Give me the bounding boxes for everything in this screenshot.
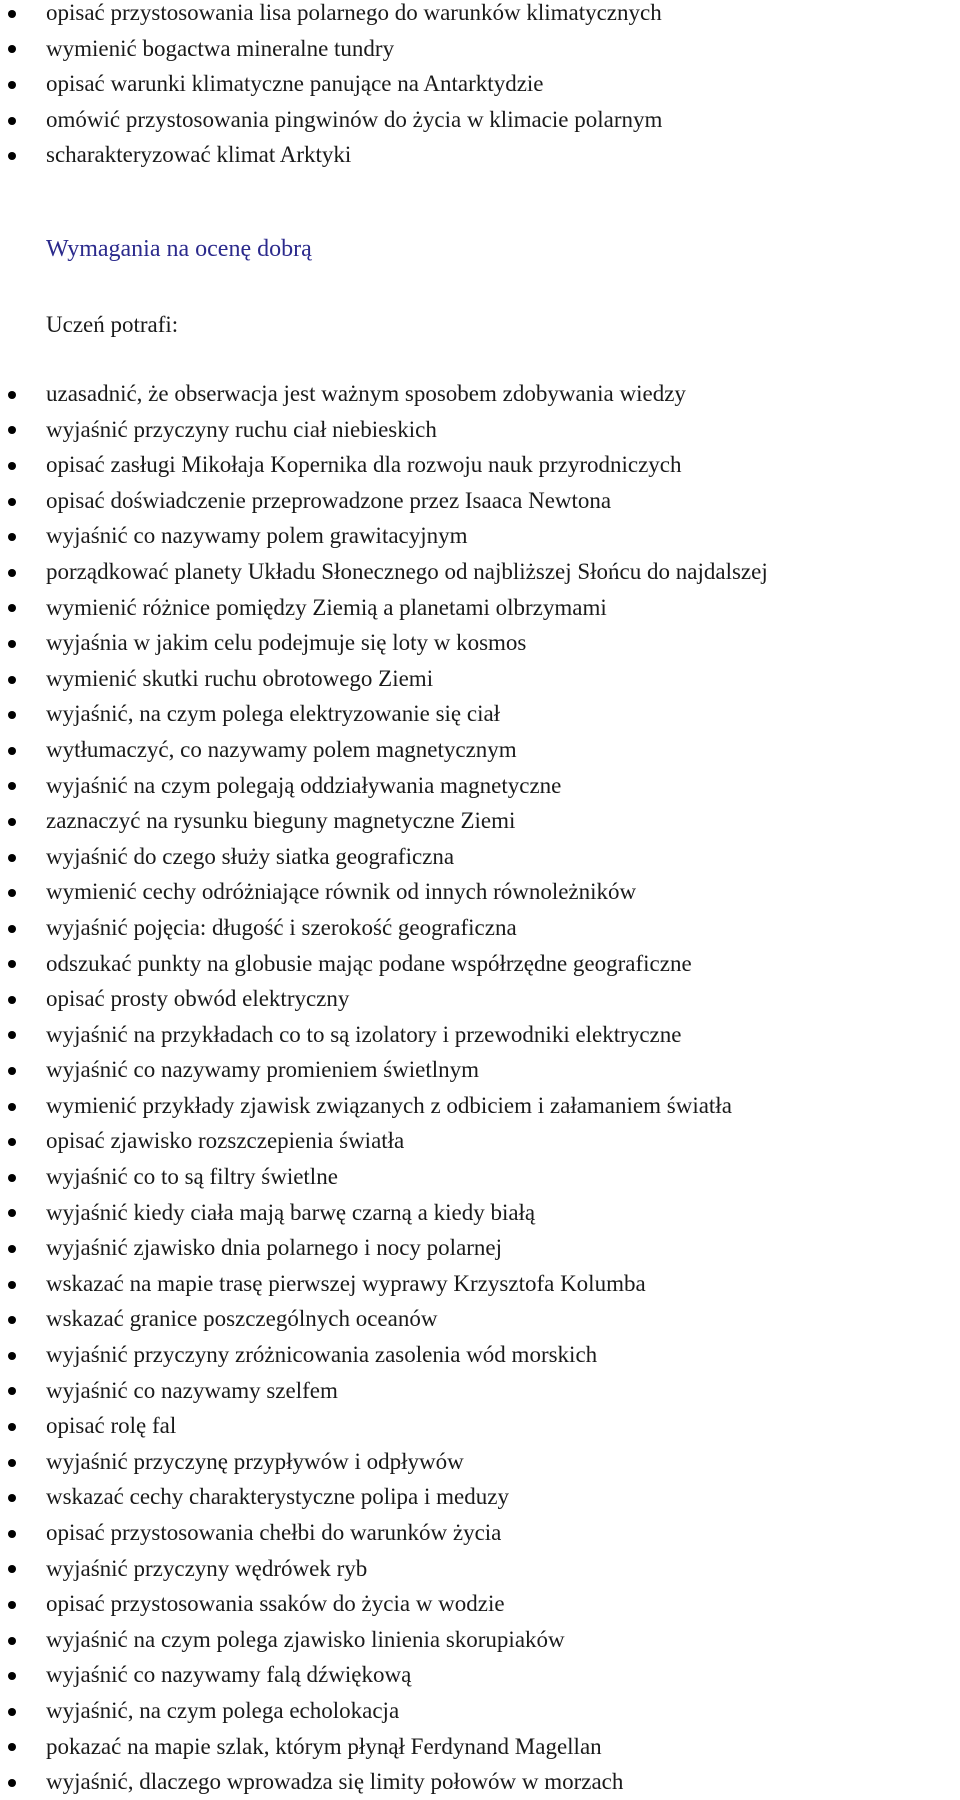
- bullet-icon: [8, 1494, 16, 1502]
- bullet-icon: [8, 1103, 16, 1111]
- list-item: [0, 1195, 768, 1231]
- list-item: [0, 554, 768, 590]
- bullet-icon: [8, 1672, 16, 1680]
- list-item: [0, 412, 768, 448]
- list-item-text: opisać przystosowania lisa polarnego do warunków klimatycznych: [46, 0, 662, 25]
- list-item: [0, 625, 768, 661]
- bullet-icon: [8, 45, 16, 53]
- list-item-text: wyjaśnić, na czym polega echolokacja: [46, 1697, 400, 1723]
- list-item-text: opisać przystosowania chełbi do warunków życia: [46, 1520, 502, 1545]
- bullet-icon: [8, 1352, 16, 1360]
- list-item-text: wyjaśnić, na czym polega elektryzowanie się ciał: [46, 701, 501, 727]
- bullet-icon: [8, 391, 16, 399]
- list-item-text: wyjaśnić na przykładach co to są izolatory i przewodniki elektryczne: [46, 1021, 682, 1047]
- list-item: [0, 376, 768, 412]
- bullet-icon: [8, 81, 16, 89]
- list-item: [0, 1551, 768, 1587]
- bullet-icon: [8, 1281, 16, 1289]
- list-item-text: wskazać na mapie trasę pierwszej wyprawy Krzysztofa Kolumba: [46, 1270, 646, 1296]
- bullet-icon: [8, 1743, 16, 1751]
- bullet-icon: [8, 498, 16, 506]
- list-item-text: wymienić cechy odróżniające równik od innych równoleżników: [46, 879, 637, 905]
- list-item: [0, 1266, 768, 1302]
- list-item: [0, 1622, 768, 1658]
- list-item-text: odszukać punkty na globusie mając podane współrzędne geograficzne: [46, 950, 692, 976]
- list-item: [0, 1515, 768, 1551]
- bullet-icon: [8, 925, 16, 933]
- list-item: [0, 1017, 768, 1053]
- list-item-text: uzasadnić, że obserwacja jest ważnym sposobem zdobywania wiedzy: [46, 381, 686, 406]
- list-item: [0, 1408, 768, 1444]
- list-item-text: wyjaśnić kiedy ciała mają barwę czarną a kiedy białą: [46, 1199, 536, 1225]
- bullet-icon: [8, 1209, 16, 1217]
- list-item-text: wskazać cechy charakterystyczne polipa i meduzy: [46, 1484, 509, 1510]
- list-item-text: wyjaśnić pojęcia: długość i szerokość geograficzna: [46, 914, 517, 940]
- bullet-icon: [8, 1459, 16, 1467]
- section-intro: Uczeń potrafi:: [46, 312, 179, 337]
- list-item-text: porządkować planety Układu Słonecznego od najbliższej Słońcu do najdalszej: [46, 558, 768, 584]
- bullet-icon: [8, 854, 16, 862]
- list-item: [0, 768, 768, 804]
- bullet-icon: [8, 533, 16, 541]
- list-item-text: opisać rolę fal: [46, 1413, 177, 1439]
- list-item: [0, 1301, 768, 1337]
- list-item: [0, 590, 768, 626]
- list-item: [0, 1088, 768, 1124]
- list-item-text: opisać przystosowania ssaków do życia w wodzie: [46, 1591, 505, 1617]
- list-item-text: zaznaczyć na rysunku bieguny magnetyczne Ziemi: [46, 808, 516, 834]
- list-item-text: wyjaśnia w jakim celu podejmuje się loty w kosmos: [46, 630, 527, 656]
- list-item-text: wyjaśnić co nazywamy szelfem: [46, 1377, 338, 1403]
- bullet-icon: [8, 1316, 16, 1324]
- list-item: [0, 102, 662, 138]
- list-item-text: wyjaśnić przyczyny wędrówek ryb: [46, 1555, 368, 1581]
- list-item: [0, 661, 768, 697]
- bullet-icon: [8, 604, 16, 612]
- bullet-icon: [8, 1067, 16, 1075]
- bullet-icon: [8, 462, 16, 470]
- list-item: [0, 1657, 768, 1693]
- list-item: [0, 447, 768, 483]
- list-item-text: wymienić przykłady zjawisk związanych z odbiciem i załamaniem światła: [46, 1092, 732, 1118]
- list-item-text: wskazać granice poszczególnych oceanów: [46, 1306, 438, 1332]
- bullet-icon: [8, 1031, 16, 1039]
- list-item-text: opisać doświadczenie przeprowadzone przez Isaaca Newtona: [46, 487, 612, 513]
- list-item: [0, 839, 768, 875]
- bullet-icon: [8, 569, 16, 577]
- list-item-text: wyjaśnić co nazywamy promieniem świetlnym: [46, 1057, 480, 1083]
- bullet-icon: [8, 640, 16, 648]
- list-item-text: wyjaśnić przyczyny ruchu ciał niebieskich: [46, 416, 437, 442]
- bullet-icon: [8, 676, 16, 684]
- list-item: [0, 1729, 768, 1765]
- bullet-icon: [8, 1387, 16, 1395]
- list-item: [0, 1444, 768, 1480]
- list-item: [0, 1373, 768, 1409]
- list-item-text: wymienić skutki ruchu obrotowego Ziemi: [46, 665, 434, 691]
- list-item-text: wyjaśnić co nazywamy falą dźwiękową: [46, 1662, 412, 1688]
- list-item-text: wyjaśnić do czego służy siatka geograficzna: [46, 843, 455, 869]
- list-item: [0, 137, 662, 173]
- list-item: [0, 31, 662, 67]
- bullet-icon: [8, 996, 16, 1004]
- requirements-list: [0, 376, 768, 1800]
- list-item: [0, 1230, 768, 1266]
- list-item-text: wyjaśnić co nazywamy polem grawitacyjnym: [46, 523, 468, 549]
- list-item: [0, 1693, 768, 1729]
- list-item-text: opisać zasługi Mikołaja Kopernika dla rozwoju nauk przyrodniczych: [46, 452, 682, 478]
- list-item: [0, 874, 768, 910]
- list-item-text: omówić przystosowania pingwinów do życia w klimacie polarnym: [46, 106, 663, 132]
- bullet-icon: [8, 1565, 16, 1573]
- bullet-icon: [8, 818, 16, 826]
- list-item-text: wytłumaczyć, co nazywamy polem magnetycznym: [46, 736, 517, 762]
- bullet-icon: [8, 747, 16, 755]
- list-item: [0, 696, 768, 732]
- bullet-icon: [8, 10, 16, 18]
- list-item: [0, 483, 768, 519]
- list-item-text: wyjaśnić na czym polega zjawisko linienia skorupiaków: [46, 1626, 565, 1652]
- list-item-text: wyjaśnić zjawisko dnia polarnego i nocy polarnej: [46, 1235, 503, 1261]
- list-item: [0, 1586, 768, 1622]
- list-item: [0, 803, 768, 839]
- list-item: [0, 1159, 768, 1195]
- bullet-icon: [8, 782, 16, 790]
- bullet-icon: [8, 1174, 16, 1182]
- section-heading: Wymagania na ocenę dobrą: [46, 236, 312, 262]
- list-item-text: wyjaśnić przyczynę przypływów i odpływów: [46, 1448, 464, 1474]
- list-item-text: opisać warunki klimatyczne panujące na Antarktydzie: [46, 71, 544, 97]
- list-item: [0, 0, 662, 31]
- bullet-icon: [8, 1530, 16, 1538]
- list-item: [0, 66, 662, 102]
- list-item: [0, 946, 768, 982]
- list-item: [0, 1479, 768, 1515]
- list-item-text: wymienić różnice pomiędzy Ziemią a planetami olbrzymami: [46, 594, 607, 620]
- list-item-text: wymienić bogactwa mineralne tundry: [46, 35, 395, 61]
- bullet-icon: [8, 889, 16, 897]
- bullet-icon: [8, 1708, 16, 1716]
- bullet-icon: [8, 1245, 16, 1253]
- list-item-text: wyjaśnić, dlaczego wprowadza się limity połowów w morzach: [46, 1769, 624, 1795]
- list-item: [0, 1764, 768, 1800]
- top-requirements-list: [0, 0, 662, 173]
- bullet-icon: [8, 152, 16, 160]
- list-item: [0, 518, 768, 554]
- list-item-text: wyjaśnić na czym polegają oddziaływania magnetyczne: [46, 772, 562, 798]
- list-item-text: wyjaśnić co to są filtry świetlne: [46, 1164, 338, 1190]
- bullet-icon: [8, 1138, 16, 1146]
- list-item: [0, 732, 768, 768]
- bullet-icon: [8, 1423, 16, 1431]
- list-item: [0, 981, 768, 1017]
- list-item-text: opisać zjawisko rozszczepienia światła: [46, 1128, 405, 1154]
- list-item: [0, 910, 768, 946]
- list-item-text: opisać prosty obwód elektryczny: [46, 986, 350, 1012]
- bullet-icon: [8, 426, 16, 434]
- list-item: [0, 1123, 768, 1159]
- list-item: [0, 1337, 768, 1373]
- list-item-text: pokazać na mapie szlak, którym płynął Ferdynand Magellan: [46, 1733, 602, 1759]
- bullet-icon: [8, 1779, 16, 1787]
- bullet-icon: [8, 960, 16, 968]
- bullet-icon: [8, 711, 16, 719]
- bullet-icon: [8, 117, 16, 125]
- list-item-text: scharakteryzować klimat Arktyki: [46, 142, 352, 168]
- bullet-icon: [8, 1637, 16, 1645]
- list-item: [0, 1052, 768, 1088]
- list-item-text: wyjaśnić przyczyny zróżnicowania zasolenia wód morskich: [46, 1342, 598, 1368]
- bullet-icon: [8, 1601, 16, 1609]
